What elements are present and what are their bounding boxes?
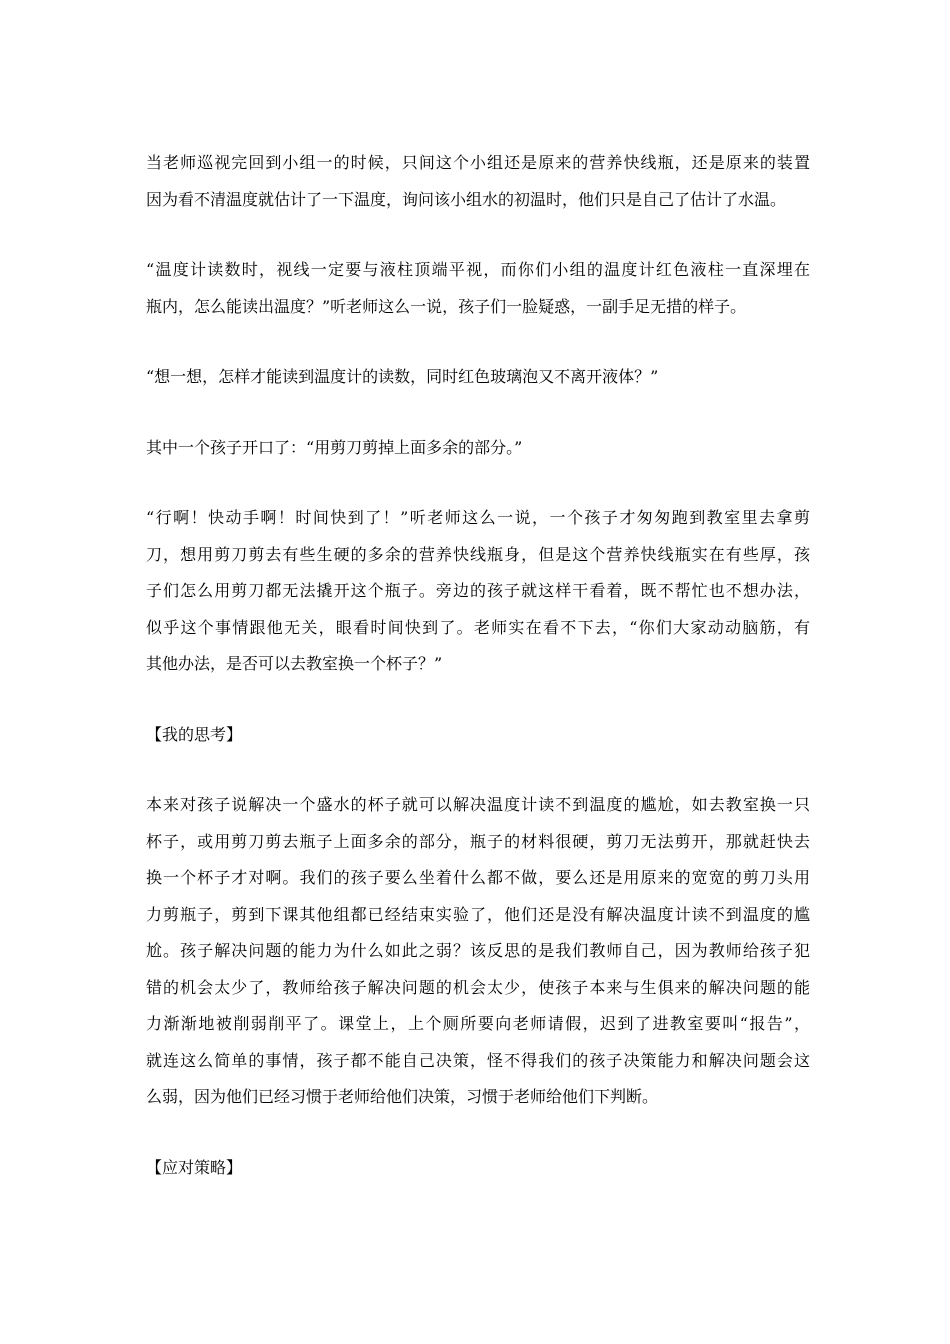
paragraph-think-question [146,359,810,396]
text-line: 瓶内，怎么能读出温度？”听老师这么一说，孩子们一脸疑惑，一副手足无措的样子。 [146,296,747,316]
paragraph-group-inspection [146,145,810,218]
paragraph-spacer [146,466,810,500]
paragraph-thermometer-reading [146,252,810,325]
text-line: 子们怎么用剪刀都无法撬开这个瓶子。旁边的孩子就这样干看着，既不帮忙也不想办法， [146,581,810,600]
section-heading-my-thinking: 【我的思考】 [146,724,243,744]
text-line: 力渐渐地被削弱削平了。课堂上，上个厕所要向老师请假，迟到了进教室要叫“报告”， [146,1014,810,1033]
paragraph-spacer [146,683,810,717]
text-line: 当老师巡视完回到小组一的时候，只间这个小组还是原来的营养快线瓶，还是原来的装置 [146,153,810,172]
document-body [146,145,810,1186]
text-line: 就连这么简单的事情，孩子都不能自己决策，怪不得我们的孩子决策能力和解决问题会这 [146,1050,810,1070]
paragraph-spacer [146,753,810,787]
paragraph-reflection [146,787,810,1116]
text-line: 错的机会太少了，教师给孩子解决问题的机会太少，使孩子本来与生俱来的解决问题的能 [146,977,810,997]
text-line: 力剪瓶子，剪到下课其他组都已经结束实验了，他们还是没有解决温度计读不到温度的尴 [146,904,810,924]
text-line: 其他办法，是否可以去教室换一个杯子？” [146,654,443,673]
text-line: 似乎这个事情跟他无关，眼看时间快到了。老师实在看不下去，“你们大家动动脑筋，有 [146,617,810,637]
text-line: 刀，想用剪刀剪去有些生硬的多余的营养快线瓶身，但是这个营养快线瓶实在有些厚，孩 [146,544,810,564]
text-line: “温度计读数时，视线一定要与液柱顶端平视，而你们小组的温度计红色液柱一直深埋在 [146,260,810,279]
paragraph-spacer [146,396,810,430]
section-heading-strategy: 【应对策略】 [146,1157,243,1177]
text-line: 杯子，或用剪刀剪去瓶子上面多余的部分，瓶子的材料很硬，剪刀无法剪开，那就赶快去 [146,831,810,851]
paragraph-spacer [146,218,810,252]
paragraph-spacer [146,325,810,359]
text-line: 其中一个孩子开口了：“用剪刀剪掉上面多余的部分。” [146,437,523,457]
paragraph-scissors-attempt [146,500,810,683]
text-line: 尬。孩子解决问题的能力为什么如此之弱？该反思的是我们教师自己，因为教师给孩子犯 [146,941,810,960]
text-line: “行啊！快动手啊！时间快到了！”听老师这么一说，一个孩子才匆匆跑到教室里去拿剪 [146,508,810,527]
text-line: 本来对孩子说解决一个盛水的杯子就可以解决温度计读不到温度的尴尬，如去教室换一只 [146,795,810,814]
text-line: 因为看不清温度就估计了一下温度，询问该小组水的初温时，他们只是自己了估计了水温。 [146,189,787,209]
paragraph-child-answer [146,430,810,467]
paragraph-spacer [146,1116,810,1150]
text-line: 么弱，因为他们已经习惯于老师给他们决策，习惯于老师给他们下判断。 [146,1087,659,1106]
text-line: “想一想，怎样才能读到温度计的读数，同时红色玻璃泡又不离开液体？” [146,367,659,386]
text-line: 换一个杯子才对啊。我们的孩子要么坐着什么都不做，要么还是用原来的宽宽的剪刀头用 [146,868,810,887]
